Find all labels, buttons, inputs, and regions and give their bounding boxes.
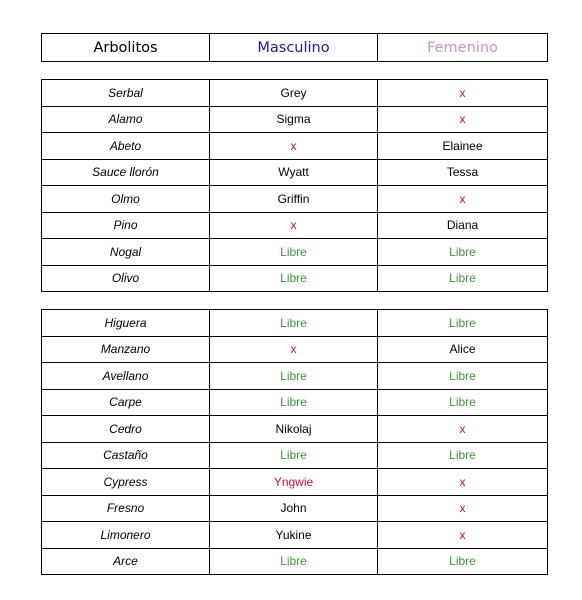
table-row — [42, 548, 548, 575]
table-row — [42, 310, 548, 337]
tree-name-cell: Manzano — [42, 336, 210, 363]
femenino-cell: x — [378, 186, 548, 213]
tree-name-cell: Nogal — [42, 239, 210, 266]
masculino-cell: x — [210, 133, 378, 160]
header-masculino: Masculino — [210, 34, 378, 62]
femenino-cell: Alice — [378, 336, 548, 363]
femenino-cell: Libre — [378, 389, 548, 416]
tree-name-cell: Avellano — [42, 363, 210, 390]
masculino-cell: Libre — [210, 548, 378, 575]
masculino-cell: Grey — [210, 80, 378, 107]
table-row — [42, 336, 548, 363]
tree-name-cell: Serbal — [42, 80, 210, 107]
masculino-cell: Libre — [210, 363, 378, 390]
tree-name-cell: Pino — [42, 212, 210, 239]
table-row — [42, 522, 548, 549]
femenino-cell: Libre — [378, 442, 548, 469]
tree-name-cell: Olmo — [42, 186, 210, 213]
tree-name-cell: Olivo — [42, 265, 210, 292]
table-row — [42, 239, 548, 266]
masculino-cell: Libre — [210, 310, 378, 337]
table-row — [42, 186, 548, 213]
header-table — [41, 33, 548, 62]
table-row — [42, 389, 548, 416]
table-row — [42, 80, 548, 107]
tree-name-cell: Cedro — [42, 416, 210, 443]
tree-name-cell: Alamo — [42, 106, 210, 133]
masculino-cell: x — [210, 336, 378, 363]
table-row — [42, 469, 548, 496]
masculino-cell: Libre — [210, 239, 378, 266]
table-row — [42, 265, 548, 292]
table-row — [42, 495, 548, 522]
femenino-cell: Libre — [378, 548, 548, 575]
table-row — [42, 416, 548, 443]
femenino-cell: Libre — [378, 265, 548, 292]
tree-name-cell: Limonero — [42, 522, 210, 549]
masculino-cell: Libre — [210, 389, 378, 416]
table-row — [42, 159, 548, 186]
header-arbolitos: Arbolitos — [42, 34, 210, 62]
masculino-cell: Libre — [210, 442, 378, 469]
masculino-cell: Nikolaj — [210, 416, 378, 443]
table-row — [42, 442, 548, 469]
masculino-cell: Wyatt — [210, 159, 378, 186]
masculino-cell: Griffin — [210, 186, 378, 213]
masculino-cell: Yngwie — [210, 469, 378, 496]
femenino-cell: x — [378, 106, 548, 133]
masculino-cell: Sigma — [210, 106, 378, 133]
femenino-cell: x — [378, 495, 548, 522]
tree-name-cell: Carpe — [42, 389, 210, 416]
trees-table-section-1 — [41, 79, 548, 292]
masculino-cell: Yukine — [210, 522, 378, 549]
table-row — [42, 212, 548, 239]
femenino-cell: x — [378, 80, 548, 107]
tree-name-cell: Arce — [42, 548, 210, 575]
femenino-cell: x — [378, 469, 548, 496]
femenino-cell: Diana — [378, 212, 548, 239]
tree-name-cell: Sauce llorón — [42, 159, 210, 186]
femenino-cell: Libre — [378, 363, 548, 390]
masculino-cell: x — [210, 212, 378, 239]
tree-name-cell: Cypress — [42, 469, 210, 496]
femenino-cell: x — [378, 522, 548, 549]
tree-name-cell: Higuera — [42, 310, 210, 337]
tree-name-cell: Abeto — [42, 133, 210, 160]
table-row — [42, 363, 548, 390]
femenino-cell: Tessa — [378, 159, 548, 186]
table-row — [42, 106, 548, 133]
header-row — [42, 34, 548, 62]
femenino-cell: Libre — [378, 310, 548, 337]
tree-name-cell: Castaño — [42, 442, 210, 469]
header-femenino: Femenino — [378, 34, 548, 62]
femenino-cell: Libre — [378, 239, 548, 266]
femenino-cell: x — [378, 416, 548, 443]
femenino-cell: Elainee — [378, 133, 548, 160]
table-row — [42, 133, 548, 160]
masculino-cell: Libre — [210, 265, 378, 292]
trees-table-section-2 — [41, 309, 548, 575]
tree-name-cell: Fresno — [42, 495, 210, 522]
masculino-cell: John — [210, 495, 378, 522]
